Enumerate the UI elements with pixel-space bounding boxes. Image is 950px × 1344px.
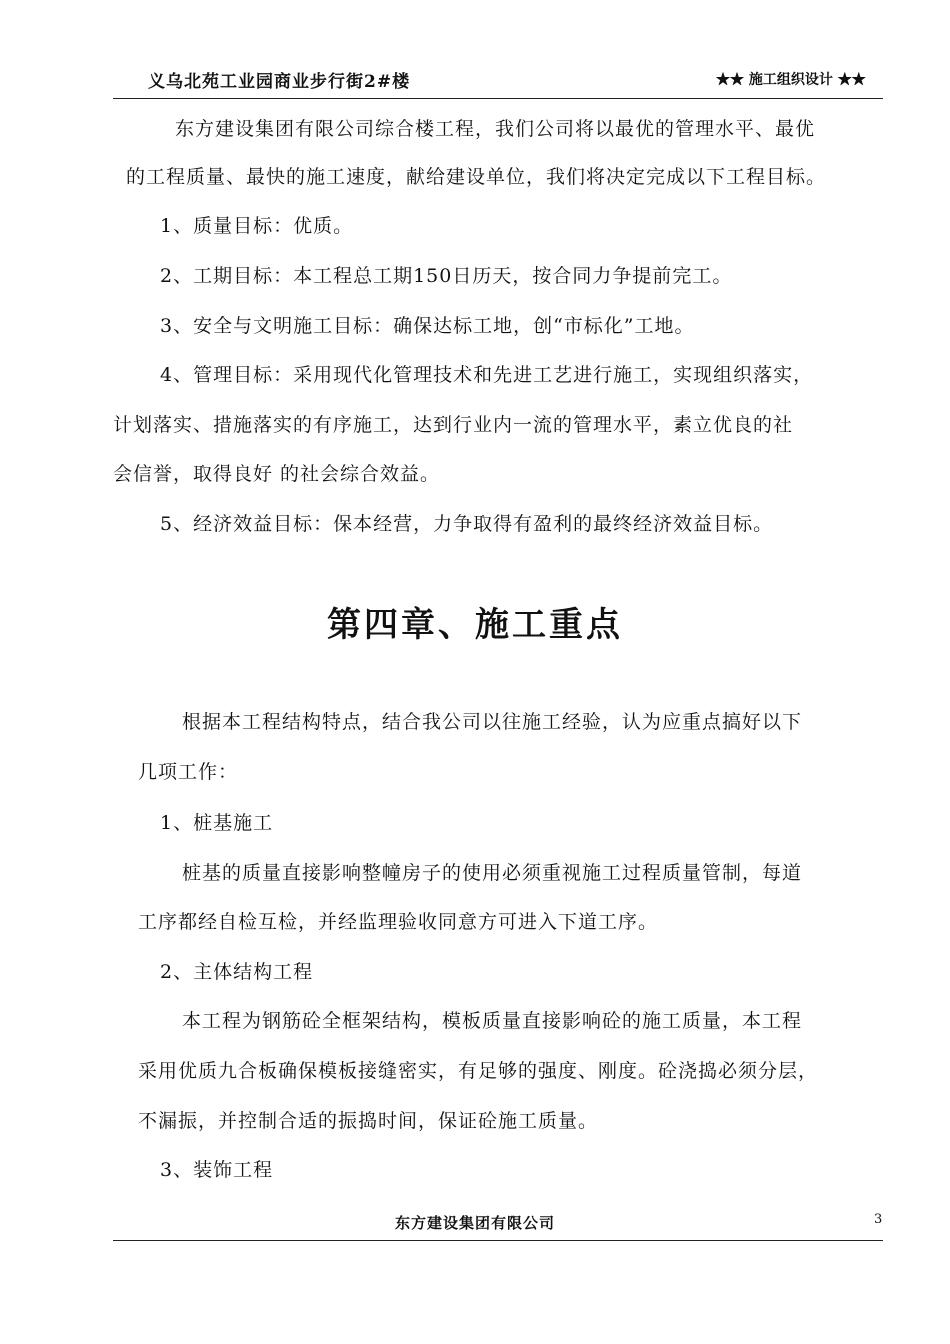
chapter-intro-line-1: 根据本工程结构特点，结合我公司以往施工经验，认为应重点搞好以下 bbox=[182, 711, 803, 733]
section-2-line-2: 采用优质九合板确保模板接缝密实，有足够的强度、刚度。砼浇捣必须分层， bbox=[138, 1060, 819, 1082]
header-rule bbox=[113, 98, 883, 99]
intro-line-2: 的工程质量、最快的施工速度，献给建设单位，我们将决定完成以下工程目标。 bbox=[126, 166, 827, 188]
goal-safety: 3、安全与文明施工目标：确保达标工地，创“市标化”工地。 bbox=[160, 315, 695, 337]
section-2-heading: 2、主体结构工程 bbox=[160, 961, 314, 983]
goal-quality: 1、质量目标：优质。 bbox=[160, 215, 354, 237]
section-1-line-2: 工序都经自检互检，并经监理验收同意方可进入下道工序。 bbox=[138, 911, 659, 933]
section-2-line-1: 本工程为钢筋砼全框架结构，模板质量直接影响砼的施工质量，本工程 bbox=[182, 1010, 803, 1032]
footer-company: 东方建设集团有限公司 bbox=[394, 1214, 555, 1232]
chapter-intro-line-2: 几项工作： bbox=[138, 761, 239, 783]
footer-rule bbox=[113, 1240, 883, 1241]
section-2-line-3: 不漏振，并控制合适的振捣时间，保证砼施工质量。 bbox=[138, 1110, 599, 1132]
goal-management-line-3: 会信誉，取得良好 的社会综合效益。 bbox=[113, 463, 441, 485]
goal-schedule: 2、工期目标：本工程总工期150日历天，按合同力争提前完工。 bbox=[160, 265, 733, 287]
chapter-title: 第四章、施工重点 bbox=[327, 605, 623, 645]
page-number: 3 bbox=[874, 1212, 883, 1227]
section-1-heading: 1、桩基施工 bbox=[160, 812, 274, 834]
header-right-label: ★★ 施工组织设计 ★★ bbox=[716, 72, 866, 88]
goal-management-line-1: 4、管理目标：采用现代化管理技术和先进工艺进行施工，实现组织落实， bbox=[160, 364, 814, 386]
header-title: 义乌北苑工业园商业步行街2#楼 bbox=[148, 72, 411, 92]
intro-line-1: 东方建设集团有限公司综合楼工程，我们公司将以最优的管理水平、最优 bbox=[175, 118, 816, 140]
section-1-line-1: 桩基的质量直接影响整幢房子的使用必须重视施工过程质量管制，每道 bbox=[182, 862, 803, 884]
goal-economic: 5、经济效益目标：保本经营，力争取得有盈利的最终经济效益目标。 bbox=[160, 513, 774, 535]
section-3-heading: 3、装饰工程 bbox=[160, 1159, 274, 1181]
goal-management-line-2: 计划落实、措施落实的有序施工，达到行业内一流的管理水平，素立优良的社 bbox=[113, 414, 794, 436]
